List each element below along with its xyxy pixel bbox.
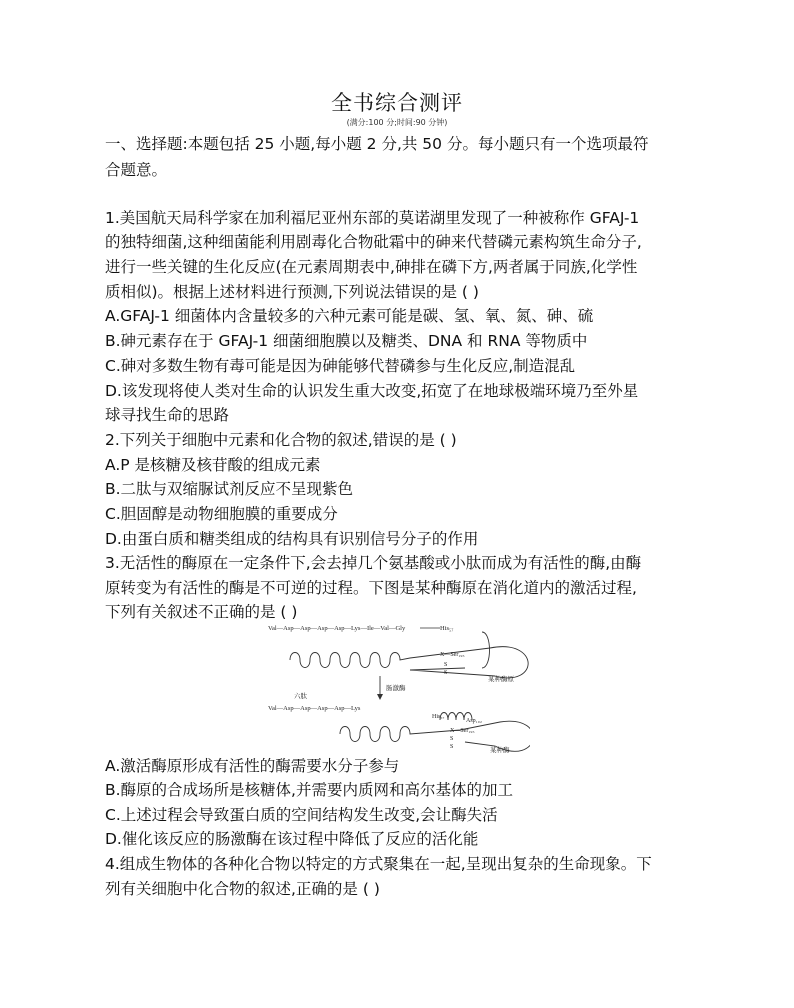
q1-stem: 进行一些关键的生化反应(在元素周期表中,砷排在磷下方,两者属于同族,化学性 xyxy=(105,258,638,276)
q4-stem: 4.组成生物体的各种化合物以特定的方式聚集在一起,呈现出复杂的生命现象。下 xyxy=(105,855,652,873)
q1-option-d: D.该发现将使人类对生命的认识发生重大改变,拓宽了在地球极端环境乃至外星 xyxy=(105,382,639,400)
ser-bottom-label: X—Ser₁₉₅ xyxy=(450,728,475,734)
bottom-sequence-label: Val—Asp—Asp—Asp—Asp—Lys xyxy=(268,705,361,712)
enzyme-label: 某种酶 xyxy=(490,746,510,754)
disulfide-s-label: S xyxy=(450,736,454,742)
his-bottom-label: His₅₇ xyxy=(432,714,445,720)
ser-top-label: X—Ser₁₉₅ xyxy=(440,652,465,658)
q3-stem: 原转变为有活性的酶是不可逆的过程。下图是某种酶原在消化道内的激活过程, xyxy=(105,579,637,597)
section-heading-cont: 合题意。 xyxy=(105,161,168,179)
q3-stem: 下列有关叙述不正确的是 ( ) xyxy=(105,603,298,621)
q2-option-c: C.胆固醇是动物细胞膜的重要成分 xyxy=(105,505,338,523)
q3-option-c: C.上述过程会导致蛋白质的空间结构发生改变,会让酶失活 xyxy=(105,806,498,824)
q2-option-d: D.由蛋白质和糖类组成的结构具有识别信号分子的作用 xyxy=(105,530,479,548)
zymogen-loop xyxy=(482,632,490,668)
q2-option-b: B.二肽与双缩脲试剂反应不呈现紫色 xyxy=(105,480,354,498)
q1-option-a: A.GFAJ-1 细菌体内含量较多的六种元素可能是碳、氢、氧、氮、砷、硫 xyxy=(105,307,594,325)
page-title: 全书综合测评 xyxy=(331,91,463,115)
hexapeptide-label: 六肽 xyxy=(294,692,307,700)
enteropeptidase-label: 肠激酶 xyxy=(386,684,406,692)
q3-option-a: A.激活酶原形成有活性的酶需要水分子参与 xyxy=(105,757,400,775)
q1-option-b: B.砷元素存在于 GFAJ-1 细菌细胞膜以及糖类、DNA 和 RNA 等物质中 xyxy=(105,332,588,350)
zymogen-chain xyxy=(290,647,528,678)
q3-stem: 3.无活性的酶原在一定条件下,会去掉几个氨基酸或小肽而成为有活性的酶,由酶 xyxy=(105,554,642,572)
zymogen-activation-diagram xyxy=(260,618,530,754)
q3-option-b: B.酶原的合成场所是核糖体,并需要内质网和高尔基体的加工 xyxy=(105,781,513,799)
top-sequence-label: Val—Asp—Asp—Asp—Asp—Lys—Ile—Val—Gly xyxy=(268,625,406,632)
q1-option-d-cont: 球寻找生命的思路 xyxy=(105,406,230,424)
section-heading: 一、选择题:本题包括 25 小题,每小题 2 分,共 50 分。每小题只有一个选项最符 xyxy=(105,135,649,153)
q1-stem: 1.美国航天局科学家在加利福尼亚州东部的莫诺湖里发现了一种被称作 GFAJ-1 xyxy=(105,209,640,227)
q3-option-d: D.催化该反应的肠激酶在该过程中降低了反应的活化能 xyxy=(105,830,479,848)
zymogen-label: 某种酶原 xyxy=(488,675,514,683)
q2-stem: 2.下列关于细胞中元素和化合物的叙述,错误的是 ( ) xyxy=(105,431,457,449)
disulfide-s-label: S xyxy=(450,744,454,750)
q2-option-a: A.P 是核糖及核苷酸的组成元素 xyxy=(105,456,321,474)
q4-stem: 列有关细胞中化合物的叙述,正确的是 ( ) xyxy=(105,880,380,898)
q1-stem: 的独特细菌,这种细菌能利用剧毒化合物砒霜中的砷来代替磷元素构筑生命分子, xyxy=(105,233,642,251)
disulfide-s-label: S xyxy=(444,662,448,668)
disulfide-s-label: S xyxy=(444,670,448,676)
arrow-head xyxy=(377,694,383,700)
q1-option-c: C.砷对多数生物有毒可能是因为砷能够代替磷参与生化反应,制造混乱 xyxy=(105,357,576,375)
his-top-label: His₅₇ xyxy=(440,625,454,632)
page-subtitle: (满分:100 分;时间:90 分钟) xyxy=(346,118,448,127)
q1-stem: 质相似)。根据上述材料进行预测,下列说法错误的是 ( ) xyxy=(105,283,479,301)
asp-bottom-label: Asp₁₀₂ xyxy=(466,718,482,724)
